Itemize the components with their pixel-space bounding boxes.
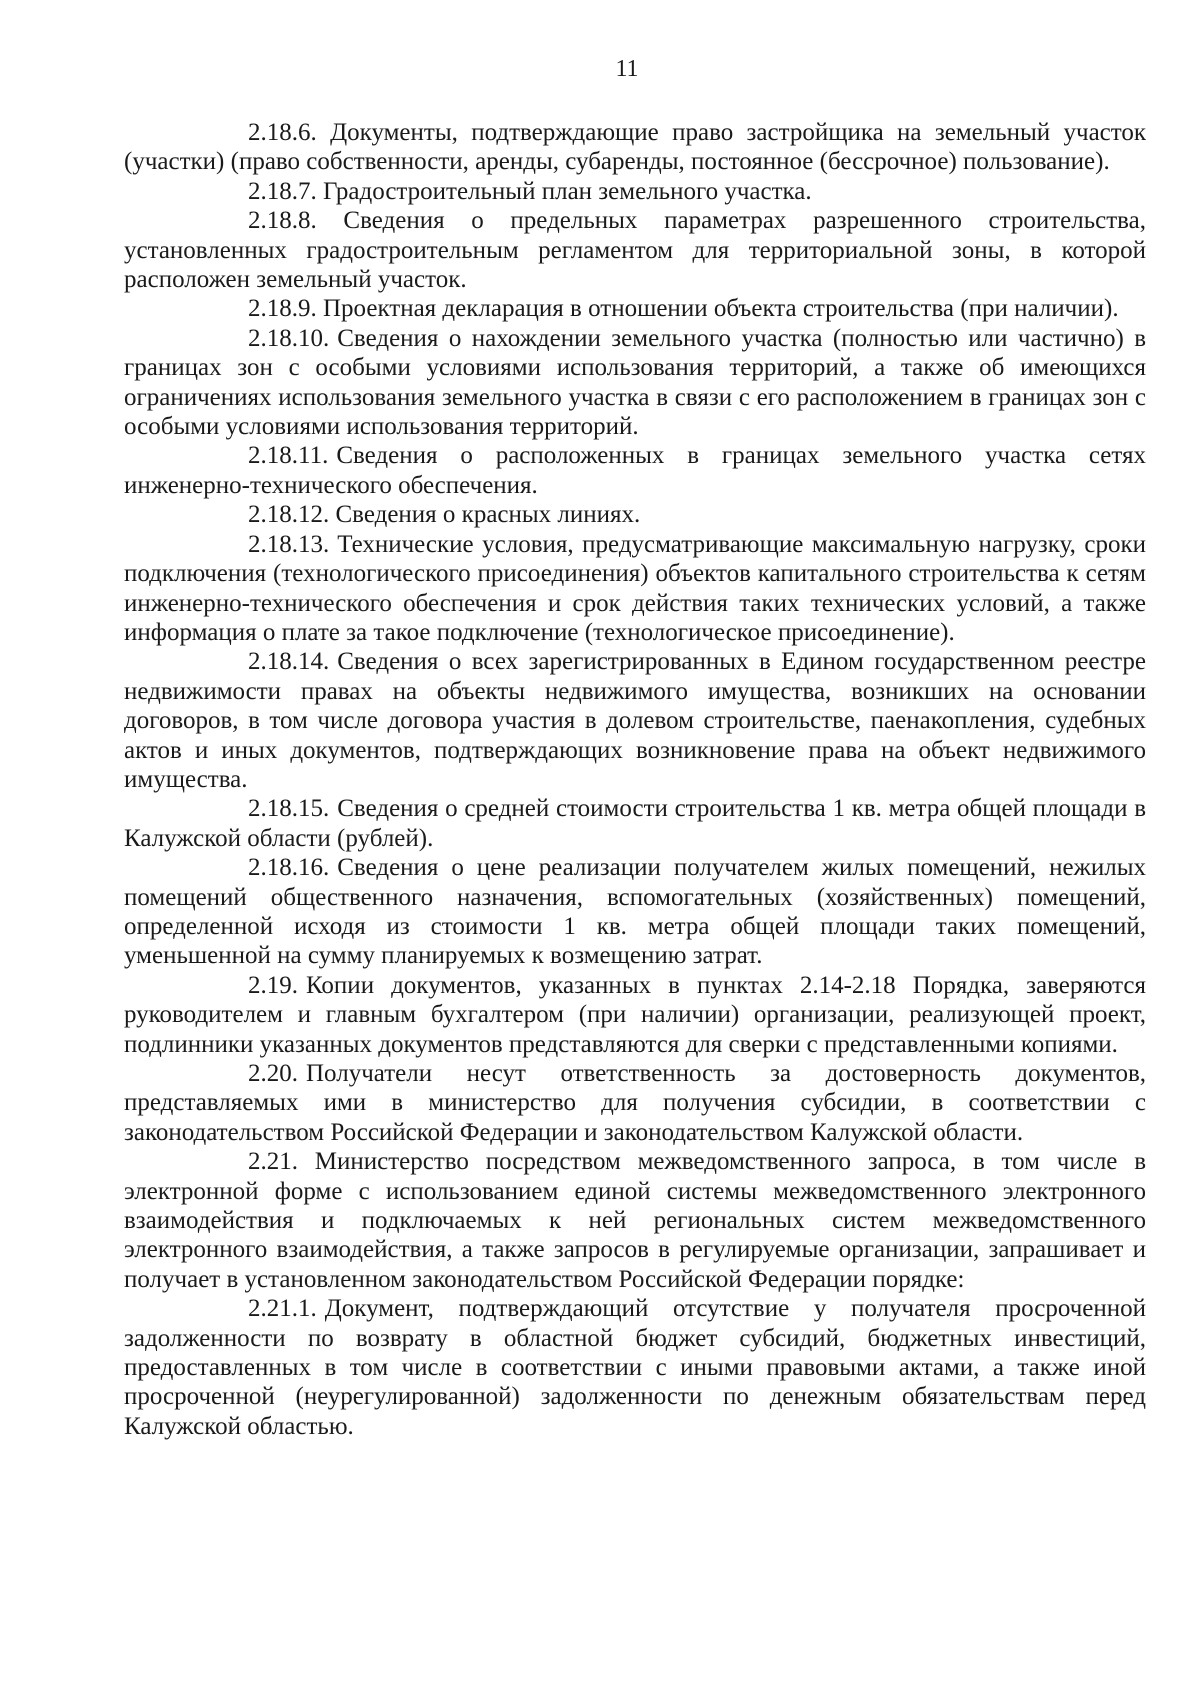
paragraph-text: Министерство посредством межведомственного запроса, в том числе в электронной форме с использованием единой системы межведомственного электронного взаимодействия и подключаемых к ней региональных систем межведомственного электронного взаимодействия, а также запросов в регулируемые организации, запрашивает и получает в установленном законодательством Российской Федерации порядке:	[124, 1148, 1146, 1293]
paragraph-number: 2.18.16.	[248, 854, 330, 882]
paragraph-2-18-8	[124, 206, 1146, 294]
paragraph-number: 2.19.	[248, 971, 298, 999]
paragraph-number: 2.18.14.	[248, 648, 330, 676]
paragraph-number: 2.18.11.	[248, 442, 329, 470]
paragraph-number: 2.21.	[248, 1148, 298, 1176]
paragraph-2-21	[124, 1147, 1146, 1294]
paragraph-text: Сведения о расположенных в границах земельного участка сетях инженерно-технического обеспечения.	[124, 442, 1146, 499]
paragraph-2-18-16	[124, 853, 1146, 971]
paragraph-2-18-13	[124, 530, 1146, 648]
paragraph-text: Сведения о средней стоимости строительства 1 кв. метра общей площади в Калужской области (рублей).	[124, 795, 1146, 852]
paragraph-text: Получатели несут ответственность за достоверность документов, представляемых ими в министерство для получения субсидии, в соответствии с законодательством Российской Федерации и законодательством Калужской области.	[124, 1060, 1146, 1146]
paragraph-2-18-6	[124, 118, 1146, 177]
paragraph-2-19	[124, 971, 1146, 1059]
paragraph-number: 2.20.	[248, 1060, 298, 1087]
paragraph-number: 2.18.9.	[248, 295, 317, 323]
paragraph-2-18-12	[124, 500, 1146, 529]
paragraph-text: Проектная декларация в отношении объекта строительства (при наличии).	[323, 295, 1119, 323]
paragraph-2-18-10	[124, 324, 1146, 442]
paragraph-number: 2.18.10.	[248, 324, 330, 352]
page-number: 11	[615, 56, 639, 82]
paragraph-2-20	[124, 1059, 1146, 1147]
paragraph-2-18-15	[124, 794, 1146, 853]
paragraph-text: Технические условия, предусматривающие максимальную нагрузку, сроки подключения (технологического присоединения) объектов капитального строительства к сетям инженерно-технического обеспечения и срок действия таких технических условий, а также информация о плате за такое подключение (технологическое присоединение).	[124, 530, 1146, 646]
paragraph-text: Сведения о всех зарегистрированных в Едином государственном реестре недвижимости правах на объекты недвижимого имущества, возникших на основании договоров, в том числе договора участия в долевом строительстве, паенакопления, судебных актов и иных документов, подтверждающих возникновение права на объект недвижимого имущества.	[124, 648, 1146, 793]
paragraph-number: 2.21.1.	[248, 1295, 317, 1323]
paragraph-text: Копии документов, указанных в пунктах 2.14-2.18 Порядка, заверяются руководителем и главным бухгалтером (при наличии) организации, реализующей проект, подлинники указанных документов представляются для сверки с представленными копиями.	[124, 971, 1146, 1058]
paragraph-number: 2.18.15.	[248, 795, 330, 823]
paragraph-number: 2.18.7.	[248, 177, 317, 205]
paragraph-2-18-11	[124, 441, 1146, 500]
paragraph-text: Сведения о предельных параметрах разрешенного строительства, установленных градостроительным регламентом для территориальной зоны, в которой расположен земельный участок.	[124, 207, 1146, 294]
paragraph-number: 2.18.6.	[248, 119, 317, 146]
paragraph-2-21-1	[124, 1294, 1146, 1441]
paragraph-text: Сведения о красных линиях.	[335, 501, 641, 529]
paragraph-2-18-14	[124, 647, 1146, 794]
paragraph-2-18-9	[124, 294, 1146, 323]
paragraph-number: 2.18.12.	[248, 501, 330, 529]
paragraph-number: 2.18.8.	[248, 207, 317, 235]
paragraph-text: Документы, подтверждающие право застройщика на земельный участок (участки) (право собственности, аренды, субаренды, постоянное (бессрочное) пользование).	[124, 119, 1147, 176]
paragraph-text: Градостроительный план земельного участка.	[323, 177, 812, 205]
paragraph-2-18-7	[124, 177, 1146, 206]
paragraph-text: Сведения о цене реализации получателем жилых помещений, нежилых помещений общественного назначения, вспомогательных (хозяйственных) помещений, определенной исходя из стоимости 1 кв. метра общей площади таких помещений, уменьшенной на сумму планируемых к возмещению затрат.	[124, 854, 1146, 970]
paragraph-text: Сведения о нахождении земельного участка (полностью или частично) в границах зон с особыми условиями использования территорий, а также об имеющихся ограничениях использования земельного участка в связи с его расположением в границах зон с особыми условиями использования территорий.	[124, 324, 1146, 441]
document-body	[124, 118, 1146, 1441]
paragraph-text: Документ, подтверждающий отсутствие у получателя просроченной задолженности по возврату в областной бюджет субсидий, бюджетных инвестиций, предоставленных в том числе в соответствии с иными правовыми актами, а также иной просроченной (неурегулированной) задолженности по денежным обязательствам перед Калужской областью.	[124, 1295, 1146, 1440]
paragraph-number: 2.18.13.	[248, 530, 330, 558]
